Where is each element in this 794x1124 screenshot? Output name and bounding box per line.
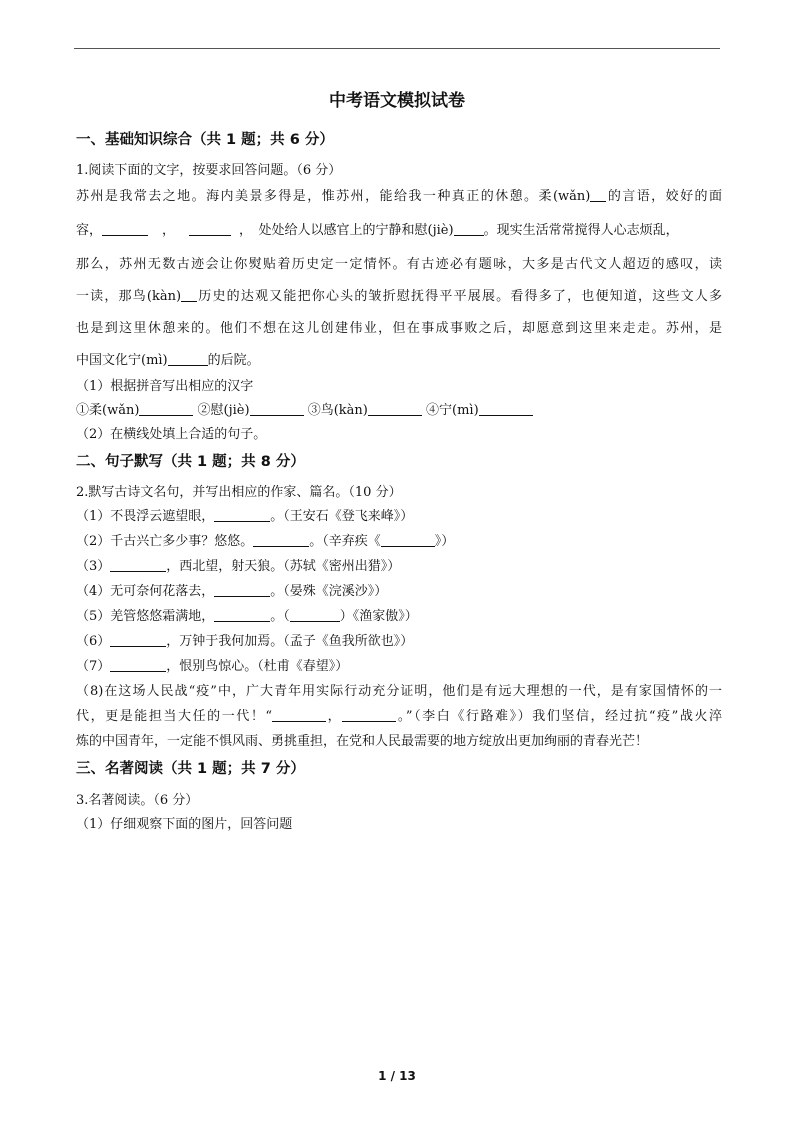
blank-sentence-2[interactable] <box>189 223 231 236</box>
poem-line-8: （8)在这场人民战“疫”中，广大青年用实际行动充分证明，他们是有远大理想的一代，是有家国情怀的一 <box>76 684 722 699</box>
blank-poem-5-author[interactable] <box>290 609 340 622</box>
poem-line-7: （7） ，恨别鸟惊心。（杜甫《春望》） <box>76 659 349 674</box>
blank-kan[interactable] <box>181 289 197 302</box>
poem-line-6: （6） ，万钟于我何加焉。（孟子《鱼我所欲也》） <box>76 634 414 649</box>
blank-jie[interactable] <box>454 223 484 236</box>
section-heading-1: 一、基础知识综合（共 1 题；共 6 分） <box>76 132 334 148</box>
blank-poem-6[interactable] <box>110 634 166 647</box>
blank-mi[interactable] <box>168 353 208 366</box>
blank-poem-8a[interactable] <box>272 709 326 722</box>
poem-line-1: （1）不畏浮云遮望眼， 。（王安石《登飞来峰》） <box>76 509 414 524</box>
passage-line-2: 容， ， ， 处处给人以感官上的宁静和慰(jiè) 。现实生活常常搅得人心志烦乱， <box>76 223 679 238</box>
option-wan: ①柔(wǎn) <box>76 403 140 418</box>
section-heading-2: 二、句子默写（共 1 题；共 8 分） <box>76 454 305 470</box>
passage-line-4: 一读，那鸟(kàn) 历史的达观又能把你心头的皱折慰抚得平平展展。看得多了，也便知道，这些文人多 <box>76 289 722 304</box>
passage-line-1: 苏州是我常去之地。海内美景多得是，惟苏州，能给我一种真正的休憩。柔(wǎn) 的言语，姣好的面 <box>76 189 722 204</box>
poem-line-2: （2）千古兴亡多少事？悠悠。 。（辛弃疾《 》） <box>76 534 455 549</box>
poem-line-5: （5）羌管悠悠霜满地， 。（ ）《渔家傲》） <box>76 609 418 624</box>
question-1-sub-1: （1）根据拼音写出相应的汉字 <box>76 379 254 394</box>
passage-line-5: 也是到这里休憩来的。他们不想在这儿创建伟业，但在事成事败之后，却愿意到这里来走走。苏州，是 <box>76 321 722 336</box>
page-number: 1 / 13 <box>378 1069 416 1083</box>
blank-poem-4[interactable] <box>214 584 270 597</box>
passage-line-3: 那么，苏州无数古迹会让你熨贴着历史定一定情怀。有古迹必有题咏，大多是古代文人超迈的感叹，读 <box>76 257 722 272</box>
poem-line-10: 炼的中国青年，一定能不惧风雨、勇挑重担，在党和人民最需要的地方绽放出更加绚丽的青春光芒！ <box>76 734 649 749</box>
poem-line-9: 代，更是能担当大任的一代！“ ， 。”（李白《行路难》）我们坚信，经过抗“疫”战火淬 <box>76 709 722 724</box>
blank-wan[interactable] <box>590 189 606 202</box>
option-jie: ②慰(jiè) <box>197 403 250 418</box>
section-heading-3: 三、名著阅读（共 1 题；共 7 分） <box>76 761 305 777</box>
blank-poem-3[interactable] <box>110 559 166 572</box>
option-mi: ④宁(mì) <box>426 403 479 418</box>
answer-jie[interactable] <box>250 403 304 416</box>
blank-poem-2[interactable] <box>253 534 309 547</box>
question-1-intro: 1.阅读下面的文字，按要求回答问题。（6 分） <box>76 163 342 178</box>
question-3-intro: 3.名著阅读。（6 分） <box>76 793 199 808</box>
question-2-intro: 2.默写古诗文名句，并写出相应的作家、篇名。（10 分） <box>76 485 402 500</box>
blank-sentence-1[interactable] <box>102 223 148 236</box>
poem-line-3: （3） ，西北望，射天狼。（苏轼《密州出猎》） <box>76 559 401 574</box>
page-title: 中考语文模拟试卷 <box>329 91 465 111</box>
option-kan: ③鸟(kàn) <box>307 403 368 418</box>
answer-mi[interactable] <box>479 403 533 416</box>
question-3-sub-1: （1）仔细观察下面的图片，回答问题 <box>76 817 293 832</box>
header-rule <box>74 48 720 49</box>
blank-poem-1[interactable] <box>214 509 270 522</box>
blank-poem-7[interactable] <box>110 659 166 672</box>
answer-kan[interactable] <box>368 403 422 416</box>
blank-poem-5[interactable] <box>214 609 270 622</box>
blank-poem-8b[interactable] <box>342 709 396 722</box>
passage-line-6: 中国文化宁(mì) 的后院。 <box>76 353 260 368</box>
blank-poem-2-title[interactable] <box>381 534 435 547</box>
poem-line-4: （4）无可奈何花落去， 。（晏殊《浣溪沙》） <box>76 584 388 599</box>
question-1-sub-2: （2）在横线处填上合适的句子。 <box>76 427 267 442</box>
answer-wan[interactable] <box>139 403 193 416</box>
pinyin-options-row <box>76 402 722 420</box>
